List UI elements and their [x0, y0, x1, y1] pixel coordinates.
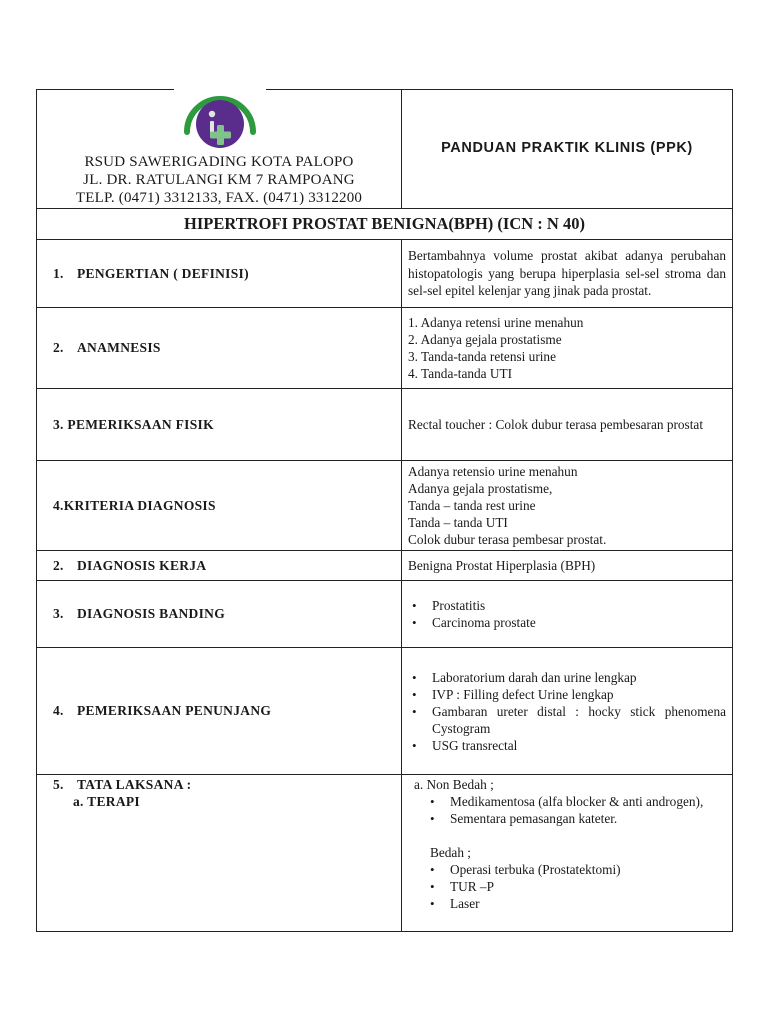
pengertian-text: Bertambahnya volume prostat akibat adanya perubahan histopatologis yang berupa hiperplasia sel-sel stroma dan sel-sel epitel kelenjar yang jinak pada prostat. — [402, 240, 733, 308]
list-item: Tanda – tanda UTI — [408, 515, 508, 530]
kriteria-diagnosis-list — [402, 461, 733, 551]
label-kriteria-diagnosis: 4.KRITERIA DIAGNOSIS — [37, 461, 402, 551]
list-item: • Carcinoma prostate — [408, 614, 726, 631]
tata-laksana-content — [402, 775, 733, 932]
document-title: HIPERTROFI PROSTAT BENIGNA(BPH) (ICN : N 40) — [37, 209, 733, 240]
diagnosis-banding-list — [402, 581, 733, 648]
bedah-label: Bedah ; — [430, 845, 471, 860]
list-item: • Prostatitis — [408, 597, 726, 614]
ppk-document — [36, 89, 732, 932]
bedah-list — [408, 861, 726, 912]
section-label: DIAGNOSIS KERJA — [77, 557, 207, 573]
list-item: • Gambaran ureter distal : hocky stick phenomena Cystogram — [408, 703, 726, 737]
hospital-address — [37, 153, 401, 207]
row-pemeriksaan-penunjang — [37, 648, 733, 775]
anamnesis-list — [402, 308, 733, 389]
hospital-logo-icon — [174, 89, 266, 151]
row-kriteria-diagnosis — [37, 461, 733, 551]
non-bedah-label: a. Non Bedah ; — [414, 777, 494, 792]
list-item: Tanda – tanda rest urine — [408, 498, 536, 513]
row-pengertian — [37, 240, 733, 308]
list-item: 1. Adanya retensi urine menahun — [408, 315, 584, 330]
label-pemeriksaan-fisik: 3. PEMERIKSAAN FISIK — [37, 389, 402, 461]
pemeriksaan-penunjang-list — [402, 648, 733, 775]
section-label: ANAMNESIS — [77, 340, 161, 355]
pemeriksaan-fisik-text: Rectal toucher : Colok dubur terasa pembesaran prostat — [402, 389, 733, 461]
hospital-info-cell — [37, 90, 402, 209]
section-number: 3. — [53, 606, 64, 621]
list-item: Adanya gejala prostatisme, — [408, 481, 553, 496]
hospital-phone: TELP. (0471) 3312133, FAX. (0471) 3312200 — [75, 190, 363, 206]
list-item: • USG transrectal — [408, 737, 726, 754]
hospital-street: JL. DR. RATULANGI KM 7 RAMPOANG — [83, 172, 355, 188]
non-bedah-list — [408, 793, 726, 827]
list-item: 2. Adanya gejala prostatisme — [408, 332, 562, 347]
ppk-table — [36, 89, 733, 932]
list-item: • IVP : Filling defect Urine lengkap — [408, 686, 726, 703]
title-row — [37, 209, 733, 240]
row-tata-laksana — [37, 775, 733, 932]
list-item: • Sementara pemasangan kateter. — [426, 810, 726, 827]
list-item: • Operasi terbuka (Prostatektomi) — [426, 861, 726, 878]
section-label: DIAGNOSIS BANDING — [77, 606, 226, 621]
list-item: • TUR –P — [426, 878, 726, 895]
header-row — [37, 90, 733, 209]
tata-laksana-heading — [53, 776, 401, 793]
hospital-name: RSUD SAWERIGADING KOTA PALOPO — [84, 154, 354, 170]
label-diagnosis-banding — [37, 581, 402, 648]
list-item: 3. Tanda-tanda retensi urine — [408, 349, 556, 364]
spacer — [408, 827, 726, 844]
list-item: Adanya retensio urine menahun — [408, 464, 578, 479]
row-pemeriksaan-fisik — [37, 389, 733, 461]
label-pemeriksaan-penunjang — [37, 648, 402, 775]
diagnosis-kerja-text: Benigna Prostat Hiperplasia (BPH) — [402, 551, 733, 581]
list-item: • Laser — [426, 895, 726, 912]
section-number: 1. — [53, 265, 64, 281]
label-anamnesis — [37, 308, 402, 389]
section-number: 4. — [53, 703, 64, 718]
list-item: 4. Tanda-tanda UTI — [408, 366, 513, 381]
document-type: PANDUAN PRAKTIK KLINIS (PPK) — [441, 140, 693, 156]
section-number: 5. — [53, 777, 64, 792]
section-label: TATA LAKSANA : — [77, 777, 192, 792]
terapi-label: a. TERAPI — [73, 794, 140, 809]
section-label: PENGERTIAN ( DEFINISI) — [77, 265, 249, 281]
section-number: 2. — [53, 340, 64, 355]
label-tata-laksana — [37, 775, 402, 932]
document-type-cell — [402, 90, 733, 209]
row-diagnosis-kerja — [37, 551, 733, 581]
list-item: • Laboratorium darah dan urine lengkap — [408, 669, 726, 686]
label-pengertian — [37, 240, 402, 308]
label-diagnosis-kerja — [37, 551, 402, 581]
list-item: Colok dubur terasa pembesar prostat. — [408, 532, 607, 547]
row-anamnesis — [37, 308, 733, 389]
section-number: 2. — [53, 557, 64, 573]
list-item: • Medikamentosa (alfa blocker & anti androgen), — [426, 793, 726, 810]
row-diagnosis-banding — [37, 581, 733, 648]
section-label: PEMERIKSAAN PENUNJANG — [77, 703, 272, 718]
